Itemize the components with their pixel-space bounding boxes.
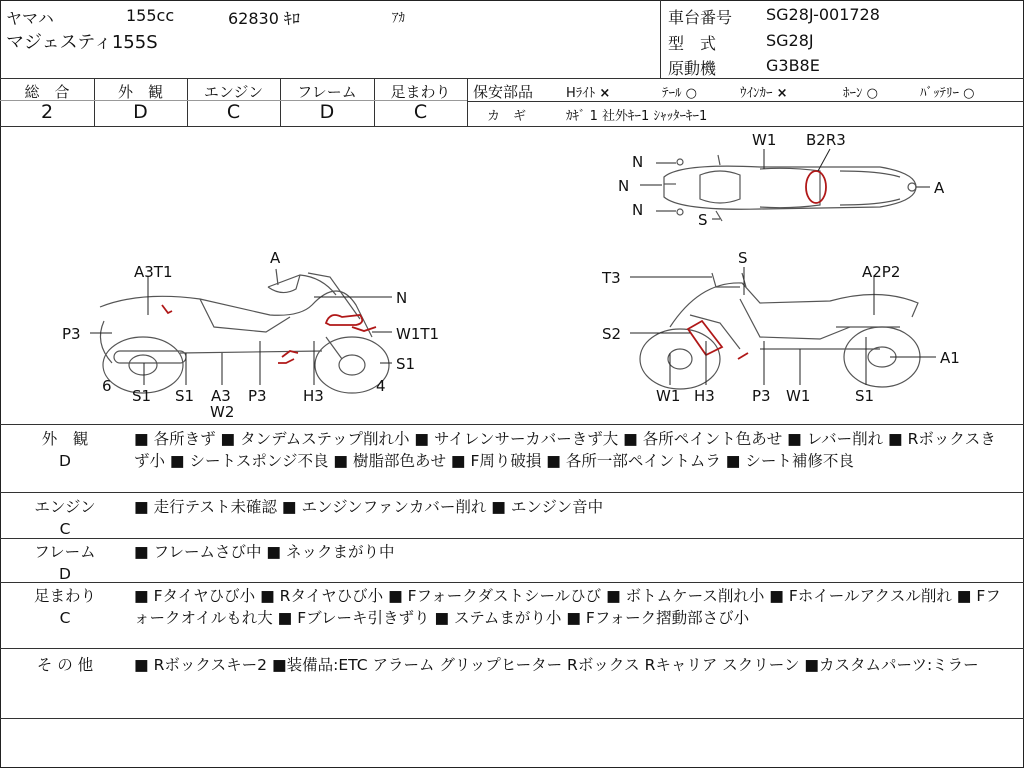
safety-label: 保安部品 [473,83,534,101]
damage-marks [162,171,826,363]
note-rule [0,492,1024,493]
note-text-suspension: ■ Fタイヤひび小 ■ Rタイヤひび小 ■ Fフォークダストシールひび ■ ボトムケース削れ小 ■ Fホイールアクスル削れ ■ Fフォークオイルもれ大 ■ Fブレーキ引きずり ■ ステムまがり小 ■ Fフォーク摺動部さび小 [134,587,1001,627]
label-h3: H3 [694,387,715,405]
exterior-grade: D [133,101,148,123]
type-label: 型 式 [668,34,717,53]
overall-grade: 2 [40,101,54,123]
scooter-left-view [100,269,389,393]
label-a3t1: A3T1 [134,263,173,281]
safety-item-battery [920,82,974,101]
label-n: N [632,153,644,171]
engine-grade: C [226,101,241,123]
damage-diagram [0,127,1024,423]
label-s1: S1 [132,387,152,405]
note-text-other: ■ Rボックスキー2 ■装備品:ETC アラーム グリップヒーター Rボックス Rキャリア スクリーン ■カスタムパーツ:ミラー [134,656,979,674]
header-divider [660,0,661,78]
label-s: S [738,249,748,267]
label-w1: W1 [656,387,681,405]
note-text-frame: ■ フレームさび中 ■ ネックまがり中 [134,543,395,561]
note-label-text: そ の 他 [36,656,94,674]
label-s2: S2 [602,325,622,343]
label-n: N [632,201,644,219]
color: ｱｶ [392,11,405,26]
frame-no: SG28J-001728 [766,5,880,24]
note-label-grade: C [59,609,71,627]
type-value: SG28J [766,31,814,50]
note-label-grade: D [59,565,71,583]
safety-item-name: Hﾗｲﾄ [566,86,596,101]
suspension-grade: C [413,101,428,123]
exterior-label: 外 観 [117,83,163,101]
label-n: N [618,177,630,195]
safety-mark: ○ [963,86,975,101]
label-n: N [396,289,408,307]
note-rule [0,718,1024,719]
diagram-bottom-rule [0,424,1024,425]
label-w1t1: W1T1 [396,325,440,343]
note-label-frame [20,541,110,585]
note-label-exterior [20,428,110,472]
note-label-text: フレーム [34,543,96,561]
label-p3: P3 [62,325,81,343]
label-4: 4 [376,377,386,395]
safety-item-horn [843,82,878,101]
suspension-grade-label: 足まわり [390,83,451,101]
header-bottom-rule [0,78,1024,79]
engine-grade-label: エンジン [203,83,264,101]
note-label-grade: C [59,520,71,538]
note-text-engine: ■ 走行テスト未確認 ■ エンジンファンカバー削れ ■ エンジン音中 [134,498,604,516]
note-rule [0,648,1024,649]
label-a2p2: A2P2 [862,263,901,281]
maker: ヤマハ [6,9,54,28]
note-label-text: 足まわり [33,587,96,605]
model-name: マジェスティ155S [6,32,158,53]
label-s: S [698,211,708,229]
note-label-grade: D [59,452,71,470]
note-rule [0,582,1024,583]
note-label-other [20,654,110,676]
note-rule [0,538,1024,539]
label-b2r3: B2R3 [806,131,846,149]
safety-item-name: ﾎｰﾝ [843,86,863,101]
label-w1: W1 [752,131,777,149]
label-w1: W1 [786,387,811,405]
safety-item-name: ﾊﾞｯﾃﾘｰ [920,86,959,101]
label-s1: S1 [855,387,875,405]
frame-grade: D [319,101,335,123]
engine-label: 原動機 [668,59,717,78]
label-t3: T3 [602,269,621,287]
safety-item-name: ﾃｰﾙ [662,86,682,101]
scooter-right-view [640,273,920,389]
label-6: 6 [102,377,112,395]
label-s1: S1 [396,355,416,373]
note-label-text: 外 観 [41,430,89,448]
note-label-text: エンジン [34,498,96,516]
grade-divider [467,78,468,126]
engine-value: G3B8E [766,56,820,75]
safety-mid-rule [467,101,1024,102]
leader-lines [90,149,936,385]
safety-item-name: ｳｲﾝｶｰ [740,86,773,101]
safety-mark: × [599,86,611,101]
displacement: 155cc [126,6,175,25]
note-text-exterior: ■ 各所きず ■ タンデムステップ削れ小 ■ サイレンサーカバーきず大 ■ 各所ペイント色あせ ■ レバー削れ ■ Rボックスきず小 ■ シートスポンジ不良 ■ 樹脂部色あせ ■ F周り破損 ■ 各所一部ペイントムラ ■ シート補修不良 [134,430,996,470]
safety-mark: ○ [866,86,878,101]
label-s1: S1 [175,387,195,405]
frame-grade-label: フレーム [297,83,357,101]
safety-item-headlight [566,82,610,101]
label-p3: P3 [752,387,771,405]
mileage: 62830 ｷﾛ [228,9,300,28]
note-label-suspension [20,585,110,629]
safety-item-winker [740,82,788,101]
safety-item-tail [662,82,697,101]
label-h3: H3 [303,387,324,405]
label-a1: A1 [940,349,960,367]
label-a: A [934,179,945,197]
keys-value: ｶｷﾞ 1 社外ｷｰ1 ｼｬｯﾀｰｷｰ1 [566,109,708,124]
label-w2: W2 [210,403,235,421]
overall-label: 総 合 [24,83,70,101]
label-p3: P3 [248,387,267,405]
label-a: A [270,249,281,267]
safety-mark: × [776,86,788,101]
frame-no-label: 車台番号 [668,8,733,27]
keys-label: カ ギ [487,109,527,124]
label-a3: A3 [211,387,231,405]
note-label-engine [20,496,110,540]
safety-mark: ○ [685,86,697,101]
